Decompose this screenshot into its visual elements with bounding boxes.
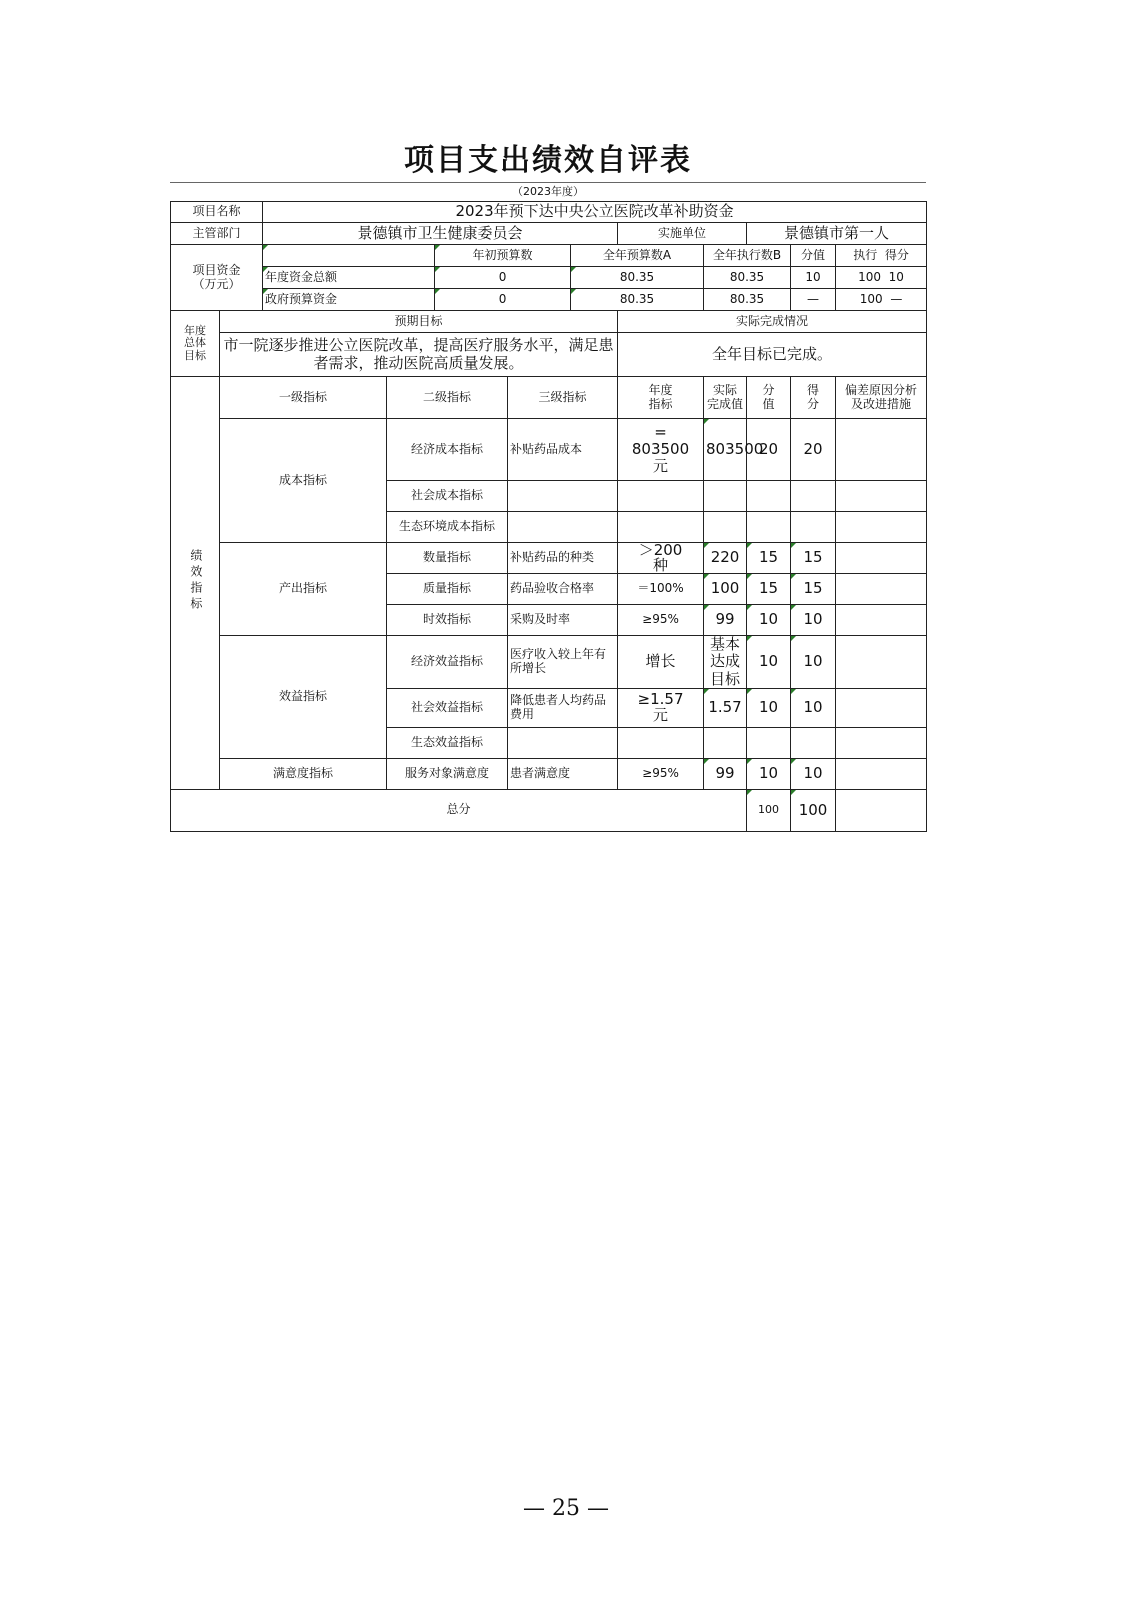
target-cell: ＝100% [618,574,704,605]
total-row [171,789,927,831]
level2-cell: 质量指标 [387,574,508,605]
total-score: 100 [791,789,836,831]
page-number: — 25 — [523,1496,609,1521]
goal-row [171,333,927,377]
target-cell [618,481,704,512]
score-cell [791,727,836,758]
indicator-row [171,543,927,574]
goal-expected-text: 市一院逐步推进公立医院改革，提高医疗服务水平，满足患者需求，推动医院高质量发展。 [220,333,618,377]
note-cell [836,419,927,481]
funds-header-initial: 年初预算数 [435,245,571,267]
page-title: 项目支出绩效自评表 [404,143,692,178]
indicator-row [171,758,927,789]
total-note [836,789,927,831]
funds-header-score-value: 分值 [791,245,836,267]
value-cell [747,727,791,758]
fund-row-initial: 0 [435,267,571,289]
level2-cell: 社会成本指标 [387,481,508,512]
level3-cell: 采购及时率 [508,605,618,636]
score-cell: 10 [791,636,836,689]
project-name-label: 项目名称 [171,202,263,223]
level3-cell: 补贴药品成本 [508,419,618,481]
actual-cell: 基本达成 目标 [704,636,747,689]
header-level1: 一级指标 [220,377,387,419]
score-cell [791,512,836,543]
impl-unit-label: 实施单位 [618,223,747,245]
value-cell: 10 [747,688,791,727]
funds-header-rate: 执行 [853,247,878,262]
fund-row-rate: 100 [859,291,883,306]
value-cell [747,512,791,543]
level1-cell: 满意度指标 [220,758,387,789]
level3-cell [508,481,618,512]
target-cell: ≥95% [618,605,704,636]
level2-cell: 数量指标 [387,543,508,574]
evaluation-sheet [170,140,926,832]
fund-row-rate: 100 [858,269,882,284]
note-cell [836,636,927,689]
level3-cell: 患者满意度 [508,758,618,789]
actual-cell: 1.57 [704,688,747,727]
impl-unit-value: 景德镇市第一人 [747,223,927,245]
level2-cell: 经济效益指标 [387,636,508,689]
target-cell: ＞200 种 [618,543,704,574]
perf-label-cell [171,377,220,790]
actual-cell: 803500 [704,419,747,481]
perf-label: 绩效指标 [188,548,203,613]
actual-cell [704,512,747,543]
level2-cell: 服务对象满意度 [387,758,508,789]
funds-header-row [171,245,927,267]
fund-row-score-value: 10 [791,267,836,289]
fund-row-budget: 80.35 [571,289,704,311]
fund-row-initial: 0 [435,289,571,311]
goal-label: 年度 总体 目标 [171,311,220,377]
actual-cell: 99 [704,758,747,789]
value-cell: 20 [747,419,791,481]
score-cell: 15 [791,574,836,605]
header-target: 年度 指标 [618,377,704,419]
value-cell: 15 [747,543,791,574]
fund-row-score: — [890,291,903,306]
note-cell [836,512,927,543]
total-value: 100 [747,789,791,831]
score-cell: 10 [791,758,836,789]
header-value: 分 值 [747,377,791,419]
score-cell [791,481,836,512]
actual-cell: 220 [704,543,747,574]
fund-row-exec: 80.35 [704,289,791,311]
value-cell: 10 [747,605,791,636]
level2-cell: 时效指标 [387,605,508,636]
fund-row-score-value: — [791,289,836,311]
funds-header-budget: 全年预算数A [571,245,704,267]
note-cell [836,481,927,512]
total-label: 总分 [171,789,747,831]
score-cell: 15 [791,543,836,574]
value-cell [747,481,791,512]
level2-cell: 生态环境成本指标 [387,512,508,543]
level3-cell [508,727,618,758]
fund-row-exec: 80.35 [704,267,791,289]
header-level2: 二级指标 [387,377,508,419]
indicator-row [171,636,927,689]
target-cell: 增长 [618,636,704,689]
level3-cell: 医疗收入较上年有所增长 [508,636,618,689]
level3-cell [508,512,618,543]
level1-cell: 效益指标 [220,636,387,759]
fund-row [171,267,927,289]
fund-row-rate-score [836,267,927,289]
header-level3: 三级指标 [508,377,618,419]
indicator-row [171,419,927,481]
value-cell: 15 [747,574,791,605]
note-cell [836,727,927,758]
project-name-value: 2023年预下达中央公立医院改革补助资金 [263,202,927,223]
value-cell: 10 [747,758,791,789]
note-cell [836,543,927,574]
note-cell [836,574,927,605]
score-cell: 20 [791,419,836,481]
actual-cell: 100 [704,574,747,605]
level2-cell: 社会效益指标 [387,688,508,727]
score-cell: 10 [791,688,836,727]
funds-header-rate-score [836,245,927,267]
funds-blank-header [263,245,435,267]
target-cell: ≥1.57 元 [618,688,704,727]
fund-row-score: 10 [888,269,904,284]
level3-cell: 药品验收合格率 [508,574,618,605]
target-cell [618,512,704,543]
fund-row [171,289,927,311]
target-cell [618,727,704,758]
funds-header-score: 得分 [884,247,909,262]
funds-header-exec: 全年执行数B [704,245,791,267]
level2-cell: 生态效益指标 [387,727,508,758]
note-cell [836,688,927,727]
indicator-header-row [171,377,927,419]
dept-label: 主管部门 [171,223,263,245]
level1-cell: 成本指标 [220,419,387,543]
dept-value: 景德镇市卫生健康委员会 [263,223,618,245]
evaluation-table [170,201,927,832]
target-cell: ≥95% [618,758,704,789]
note-cell [836,758,927,789]
level2-cell: 经济成本指标 [387,419,508,481]
project-name-row [171,202,927,223]
fund-row-label: 政府预算资金 [263,289,435,311]
header-score: 得 分 [791,377,836,419]
level3-cell: 补贴药品的种类 [508,543,618,574]
actual-cell: 99 [704,605,747,636]
goal-expected-header: 预期目标 [220,311,618,333]
funds-label: 项目资金 （万元） [171,245,263,311]
goal-header-row [171,311,927,333]
fund-row-label: 年度资金总额 [263,267,435,289]
target-cell: = 803500 元 [618,419,704,481]
score-cell: 10 [791,605,836,636]
actual-cell [704,481,747,512]
level3-cell: 降低患者人均药品费用 [508,688,618,727]
goal-actual-text: 全年目标已完成。 [618,333,927,377]
dept-row [171,223,927,245]
note-cell [836,605,927,636]
year-subtitle: （2023年度） [170,182,926,201]
value-cell: 10 [747,636,791,689]
goal-actual-header: 实际完成情况 [618,311,927,333]
actual-cell [704,727,747,758]
level1-cell: 产出指标 [220,543,387,636]
fund-row-rate-score [836,289,927,311]
fund-row-budget: 80.35 [571,267,704,289]
header-actual: 实际 完成值 [704,377,747,419]
header-note: 偏差原因分析 及改进措施 [836,377,927,419]
